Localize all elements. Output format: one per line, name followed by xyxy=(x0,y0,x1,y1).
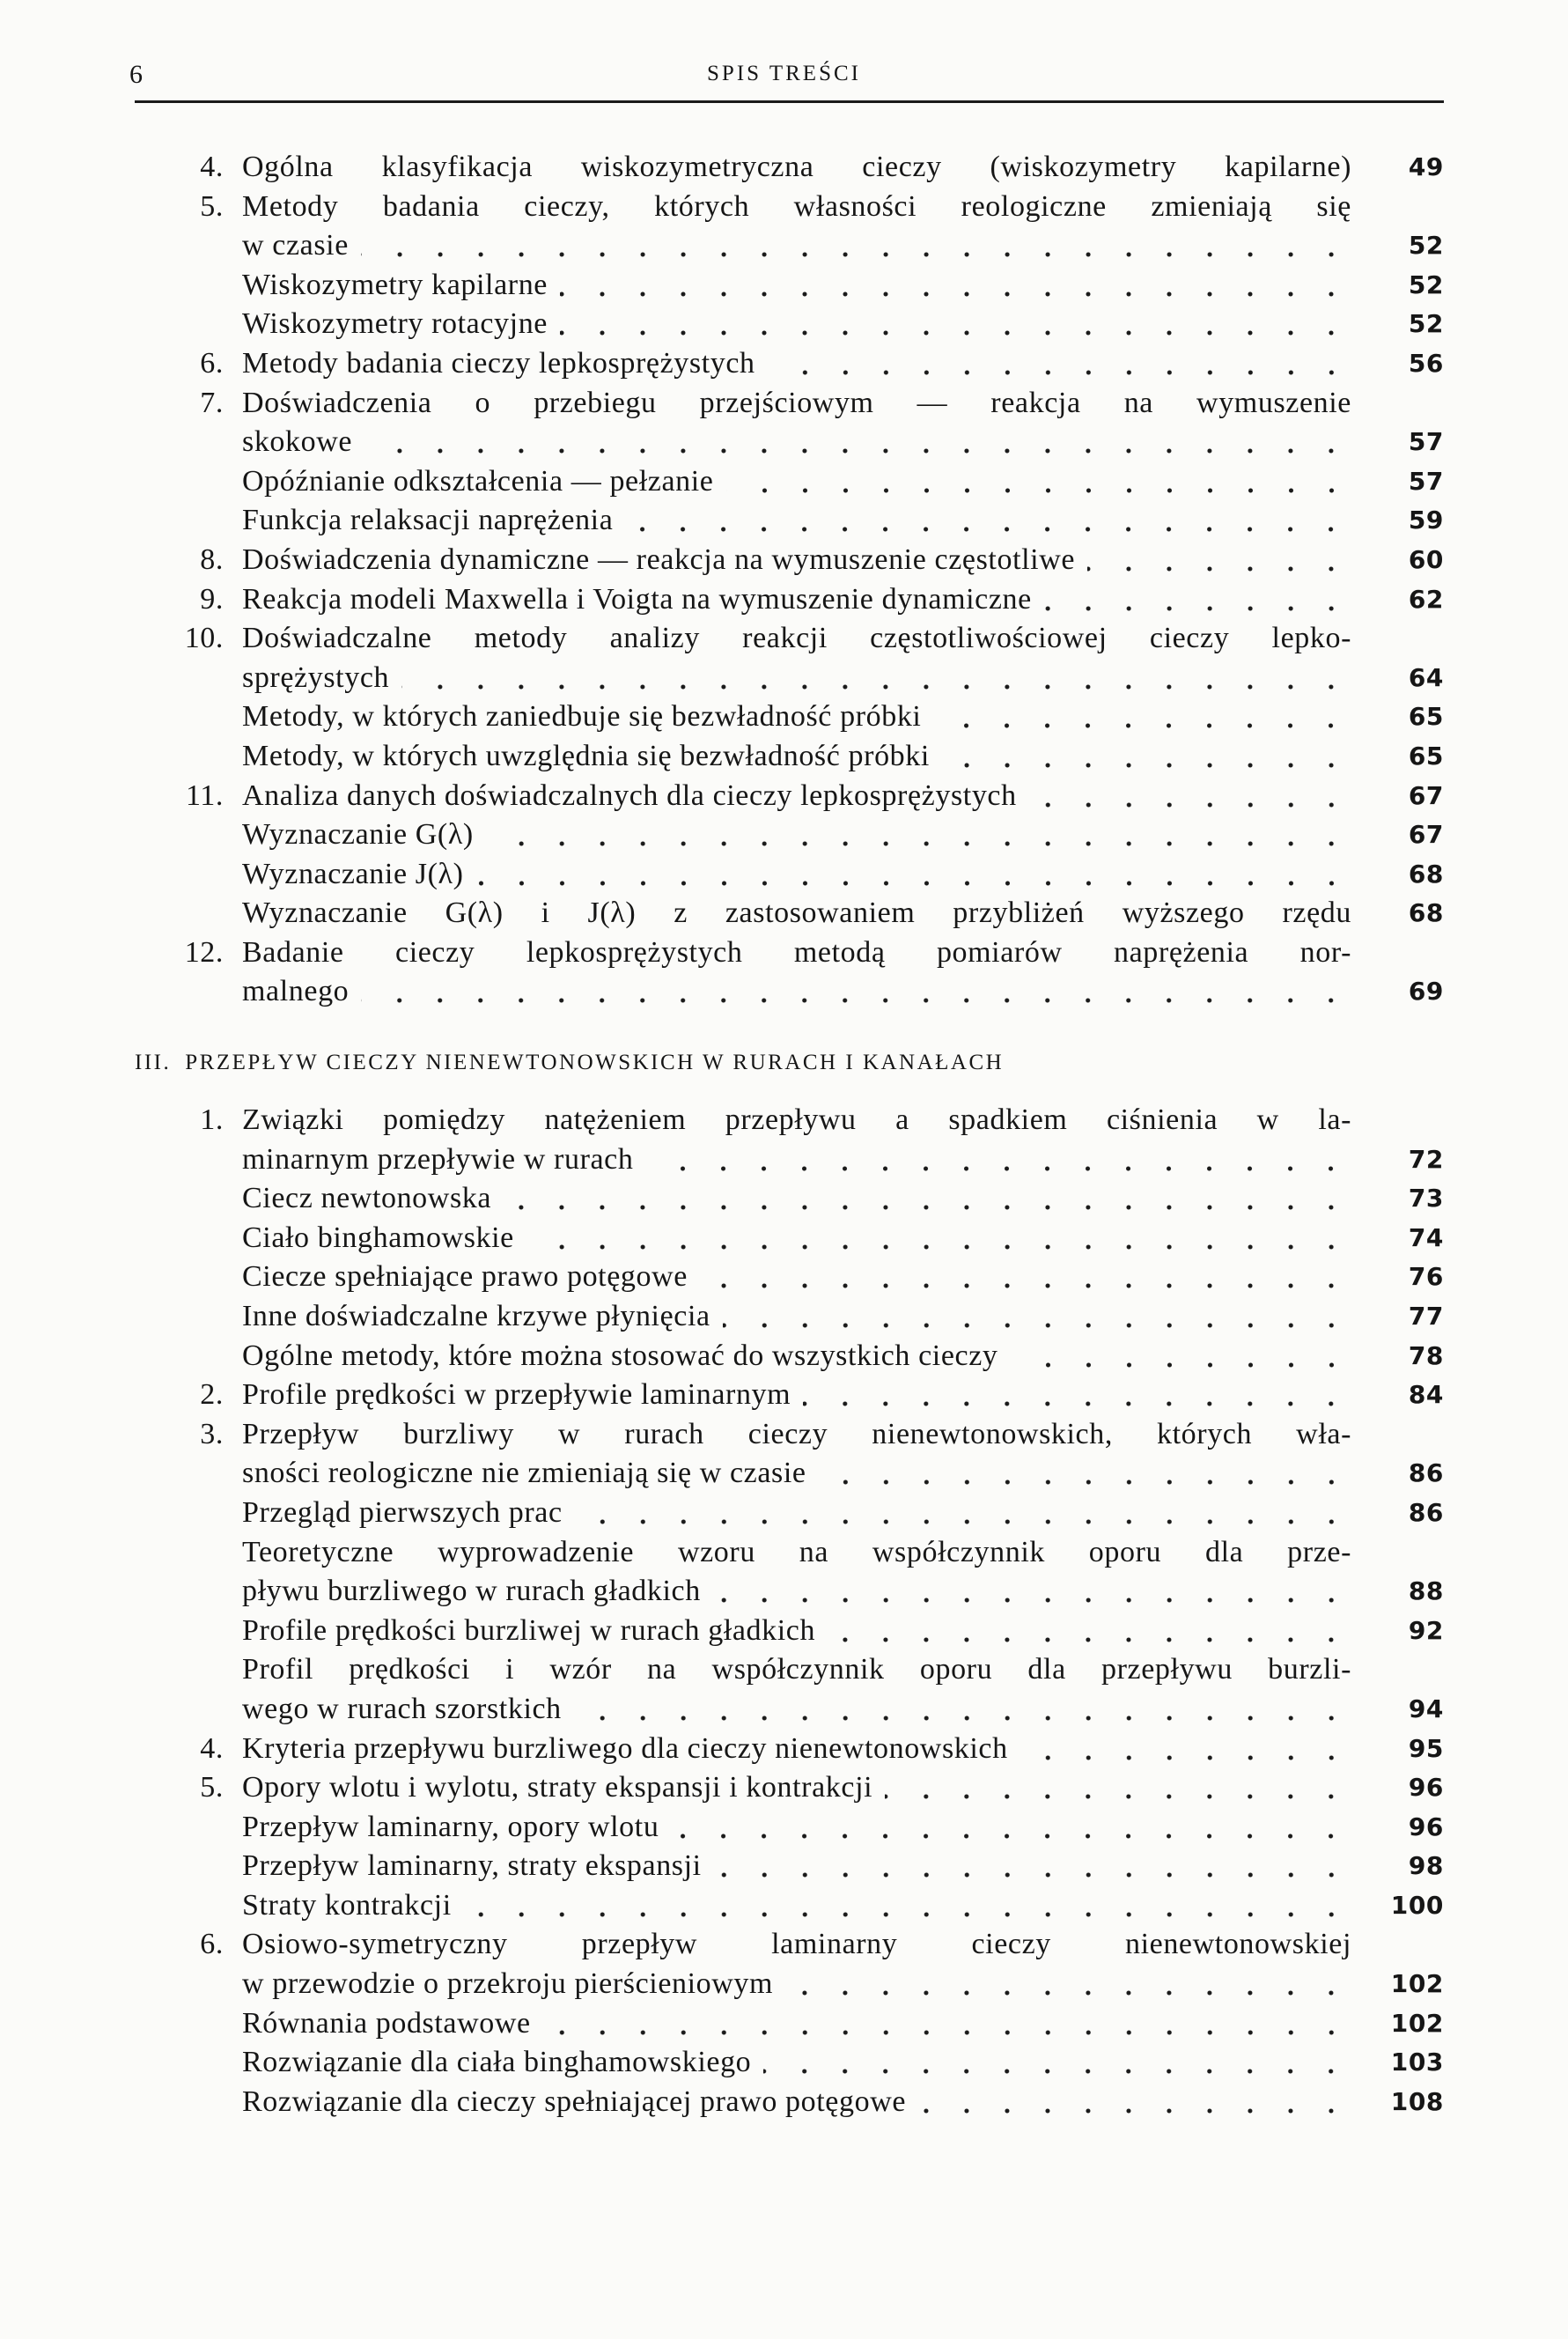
dot-leader xyxy=(543,2004,1351,2044)
entry-page-number: 102 xyxy=(1390,2008,1444,2038)
dot-leader xyxy=(785,1965,1351,2004)
toc-entry-line xyxy=(0,580,1568,620)
toc-entry-line xyxy=(0,1925,1568,1965)
toc-entry-line xyxy=(0,1258,1568,1297)
toc-entry-line xyxy=(0,226,1568,266)
toc-entry-line xyxy=(0,972,1568,1012)
dot-leader xyxy=(560,305,1351,344)
dot-leader xyxy=(560,266,1351,306)
entry-title: w czasie xyxy=(242,229,349,262)
toc-entry-line xyxy=(0,777,1568,816)
toc-entry-line xyxy=(0,1847,1568,1886)
entry-title-wrap xyxy=(242,815,1351,855)
entry-title-wrap xyxy=(242,972,1351,1012)
entry-page-number: 108 xyxy=(1390,2086,1444,2116)
entry-title-wrap xyxy=(242,148,1351,188)
entry-title: Wyznaczanie J(λ) xyxy=(242,857,464,890)
entry-number: 6. xyxy=(200,1928,224,1961)
entry-title-wrap xyxy=(242,2083,1351,2122)
entry-page-number: 67 xyxy=(1408,780,1444,810)
entry-number: 4. xyxy=(200,1731,224,1765)
toc-entry-line xyxy=(0,148,1568,188)
entry-title-wrap xyxy=(242,1376,1351,1415)
toc-entry-line xyxy=(0,659,1568,698)
entry-title-wrap xyxy=(242,1179,1351,1219)
section-title: PRZEPŁYW CIECZY NIENEWTONOWSKICH W RURACH I KANAŁACH xyxy=(185,1051,1005,1074)
entry-title-wrap xyxy=(242,266,1351,306)
entry-page-number: 62 xyxy=(1408,584,1444,614)
entry-title-wrap xyxy=(242,1297,1351,1337)
entry-title: skokowe xyxy=(242,425,353,459)
entry-page-number: 67 xyxy=(1408,820,1444,850)
entry-title: w przewodzie o przekroju pierścieniowym xyxy=(242,1967,774,2001)
toc-entry-line xyxy=(0,894,1568,933)
toc-entry-line xyxy=(0,1101,1568,1140)
entry-page-number: 64 xyxy=(1408,662,1444,692)
entry-title: pływu burzliwego w rurach gładkich xyxy=(242,1575,701,1608)
entry-title-wrap xyxy=(242,1730,1351,1769)
entry-title-wrap xyxy=(242,737,1351,777)
entry-title-wrap xyxy=(242,1533,1351,1573)
toc-entry-line xyxy=(0,384,1568,424)
dot-leader xyxy=(768,344,1351,384)
entry-title: Opory wlotu i wylotu, straty ekspansji i kontrakcji xyxy=(242,1771,873,1804)
entry-title-wrap xyxy=(242,619,1351,659)
entry-page-number: 96 xyxy=(1408,1773,1444,1803)
dot-leader xyxy=(361,226,1351,266)
entry-title: Doświadczenia o przebiegu przejściowym — reakcja na wymuszenie xyxy=(242,386,1351,419)
entry-title: Rozwiązanie dla cieczy spełniającej prawo potęgowe xyxy=(242,2084,907,2118)
toc-entry-line xyxy=(0,815,1568,855)
dot-leader xyxy=(526,1219,1351,1258)
entry-page-number: 102 xyxy=(1390,1969,1444,1999)
entry-title-wrap xyxy=(242,1886,1351,1926)
toc-entry-line xyxy=(0,501,1568,541)
entry-title: Metody badania cieczy lepkosprężystych xyxy=(242,346,755,380)
entry-page-number: 77 xyxy=(1408,1301,1444,1331)
dot-leader xyxy=(625,501,1351,541)
entry-title: Przepływ burzliwy w rurach cieczy nienewtonowskich, których wła- xyxy=(242,1417,1351,1450)
entry-page-number: 74 xyxy=(1408,1222,1444,1252)
entry-title-wrap xyxy=(242,1612,1351,1651)
entry-number: 7. xyxy=(200,386,224,419)
toc-entry-line xyxy=(0,541,1568,580)
entry-title: Przepływ laminarny, straty ekspansji xyxy=(242,1849,702,1883)
dot-leader xyxy=(942,737,1351,777)
entry-title: Związki pomiędzy natężeniem przepływu a spadkiem ciśnienia w la- xyxy=(242,1103,1351,1136)
entry-page-number: 84 xyxy=(1408,1380,1444,1410)
entry-title: sności reologiczne nie zmieniają się w czasie xyxy=(242,1457,806,1490)
entry-title-wrap xyxy=(242,580,1351,620)
dot-leader xyxy=(574,1690,1351,1730)
entry-title: Rozwiązanie dla ciała binghamowskiego xyxy=(242,2046,752,2079)
entry-title: Opóźnianie odkształcenia — pełzanie xyxy=(242,464,714,498)
dot-leader xyxy=(1029,777,1351,816)
entry-page-number: 76 xyxy=(1408,1262,1444,1292)
entry-number: 8. xyxy=(200,542,224,576)
entry-page-number: 69 xyxy=(1408,977,1444,1007)
toc-entry-line xyxy=(0,1612,1568,1651)
dot-leader xyxy=(885,1768,1351,1808)
entry-title-wrap xyxy=(242,2043,1351,2083)
entry-page-number: 88 xyxy=(1408,1576,1444,1606)
dot-leader xyxy=(713,1572,1351,1612)
entry-page-number: 92 xyxy=(1408,1615,1444,1645)
entry-title: malnego xyxy=(242,975,350,1008)
entry-title: wego w rurach szorstkich xyxy=(242,1692,562,1725)
entry-number: 10. xyxy=(184,622,224,655)
entry-title-wrap xyxy=(242,1140,1351,1180)
toc-entry-line xyxy=(0,1297,1568,1337)
dot-leader xyxy=(933,697,1351,737)
entry-title-wrap xyxy=(242,501,1351,541)
entry-title-wrap xyxy=(242,1965,1351,2004)
entry-title-wrap xyxy=(242,894,1351,933)
entry-title-wrap xyxy=(242,1101,1351,1140)
toc-entry-line xyxy=(0,1886,1568,1926)
entry-page-number: 65 xyxy=(1408,741,1444,771)
section-numeral: III. xyxy=(135,1051,172,1074)
entry-title: Wiskozymetry kapilarne xyxy=(242,268,548,301)
entry-title: Doświadczalne metody analizy reakcji częstotliwościowej cieczy lepko- xyxy=(242,622,1351,655)
entry-number: 1. xyxy=(200,1103,224,1136)
toc-entry-line xyxy=(0,1415,1568,1455)
entry-number: 3. xyxy=(200,1417,224,1450)
dot-leader xyxy=(723,1297,1351,1337)
entry-title: Metody, w których uwzględnia się bezwładność próbki xyxy=(242,739,930,772)
entry-title: Wyznaczanie G(λ) xyxy=(242,818,474,852)
entry-title-wrap xyxy=(242,697,1351,737)
toc-entry-line xyxy=(0,1690,1568,1730)
entry-page-number: 59 xyxy=(1408,505,1444,535)
entry-title-wrap xyxy=(242,462,1351,502)
entry-number: 5. xyxy=(200,189,224,223)
entry-title-wrap xyxy=(242,1572,1351,1612)
dot-leader xyxy=(828,1612,1351,1651)
entry-title: Ciało binghamowskie xyxy=(242,1221,514,1254)
entry-title: Straty kontrakcji xyxy=(242,1888,452,1922)
toc-entry-line xyxy=(0,2043,1568,2083)
entry-page-number: 96 xyxy=(1408,1811,1444,1841)
entry-title: sprężystych xyxy=(242,660,390,694)
entry-title: Osiowo-symetryczny przepływ laminarny cieczy nienewtonowskiej xyxy=(242,1928,1351,1961)
entry-title-wrap xyxy=(242,1768,1351,1808)
toc-entry-line xyxy=(0,1650,1568,1690)
dot-leader xyxy=(401,659,1351,698)
entry-title-wrap xyxy=(242,1847,1351,1886)
entry-page-number: 100 xyxy=(1390,1890,1444,1920)
entry-title: Analiza danych doświadczalnych dla cieczy lepkosprężystych xyxy=(242,778,1017,812)
entry-title-wrap xyxy=(242,344,1351,384)
entry-title-wrap xyxy=(242,1258,1351,1297)
toc-section-3-list xyxy=(0,1101,1568,2121)
entry-number: 12. xyxy=(184,935,224,969)
entry-title-wrap xyxy=(242,1415,1351,1455)
entry-title: Metody badania cieczy, których własności reologiczne zmieniają się xyxy=(242,189,1351,223)
entry-title-wrap xyxy=(242,305,1351,344)
entry-title-wrap xyxy=(242,1337,1351,1376)
dot-leader xyxy=(486,815,1351,855)
entry-title: Profil prędkości i wzór na współczynnik oporu dla przepływu burzli- xyxy=(242,1653,1351,1686)
toc-entry-line xyxy=(0,1494,1568,1533)
running-header-title: SPIS TREŚCI xyxy=(707,62,861,85)
entry-page-number: 52 xyxy=(1408,309,1444,339)
toc-entry-line xyxy=(0,933,1568,973)
entry-title-wrap xyxy=(242,1494,1351,1533)
entry-title-wrap xyxy=(242,2004,1351,2044)
dot-leader xyxy=(464,1886,1351,1926)
toc-entry-line xyxy=(0,1572,1568,1612)
entry-title-wrap xyxy=(242,188,1351,227)
toc-entry-line xyxy=(0,1179,1568,1219)
entry-title: Kryteria przepływu burzliwego dla cieczy nienewtonowskich xyxy=(242,1731,1008,1765)
entry-title: Wiskozymetry rotacyjne xyxy=(242,307,548,341)
entry-page-number: 68 xyxy=(1408,859,1444,889)
entry-number: 6. xyxy=(200,346,224,380)
section-heading-3 xyxy=(135,1051,1018,1075)
entry-title-wrap xyxy=(242,226,1351,266)
toc-entry-line xyxy=(0,2004,1568,2044)
dot-leader xyxy=(1011,1337,1352,1376)
toc-entry-line xyxy=(0,188,1568,227)
entry-title: Teoretyczne wyprowadzenie wzoru na współczynnik oporu dla prze- xyxy=(242,1535,1351,1568)
entry-number: 9. xyxy=(200,582,224,616)
entry-page-number: 56 xyxy=(1408,348,1444,378)
entry-title: Ogólna klasyfikacja wiskozymetryczna cieczy (wiskozymetry kapilarne) xyxy=(242,151,1351,183)
dot-leader xyxy=(575,1494,1351,1533)
entry-number: 11. xyxy=(185,778,224,812)
entry-title: Przegląd pierwszych prac xyxy=(242,1495,563,1529)
entry-page-number: 72 xyxy=(1408,1144,1444,1174)
entry-page-number: 49 xyxy=(1408,152,1444,181)
entry-page-number: 57 xyxy=(1408,427,1444,457)
toc-entry-line xyxy=(0,1768,1568,1808)
dot-leader xyxy=(700,1258,1351,1297)
dot-leader xyxy=(918,2083,1351,2122)
toc-entry-line xyxy=(0,305,1568,344)
entry-title: Ciecze spełniające prawo potęgowe xyxy=(242,1260,688,1294)
entry-title-wrap xyxy=(242,1808,1351,1848)
entry-title: Ogólne metody, które można stosować do wszystkich cieczy xyxy=(242,1339,998,1372)
toc-entry-line xyxy=(0,1730,1568,1769)
toc-entry-line xyxy=(0,855,1568,895)
entry-title-wrap xyxy=(242,541,1351,580)
entry-page-number: 65 xyxy=(1408,702,1444,732)
dot-leader xyxy=(763,2043,1351,2083)
entry-page-number: 60 xyxy=(1408,544,1444,574)
entry-page-number: 86 xyxy=(1408,1497,1444,1527)
entry-title-wrap xyxy=(242,1219,1351,1258)
entry-title-wrap xyxy=(242,1690,1351,1730)
dot-leader xyxy=(1087,541,1351,580)
dot-leader xyxy=(819,1454,1351,1494)
entry-number: 5. xyxy=(200,1771,224,1804)
dot-leader xyxy=(803,1376,1351,1415)
entry-title-wrap xyxy=(242,1650,1351,1690)
header-rule xyxy=(135,100,1444,103)
toc-entry-line xyxy=(0,737,1568,777)
toc-entry-line xyxy=(0,1337,1568,1376)
entry-title: Przepływ laminarny, opory wlotu xyxy=(242,1810,659,1843)
entry-title-wrap xyxy=(242,659,1351,698)
entry-page-number: 98 xyxy=(1408,1851,1444,1881)
entry-title: Wyznaczanie G(λ) i J(λ) z zastosowaniem przybliżeń wyższego rzędu xyxy=(242,896,1351,930)
dot-leader xyxy=(1020,1730,1351,1769)
dot-leader xyxy=(361,972,1351,1012)
entry-title: Doświadczenia dynamiczne — reakcja na wymuszenie częstotliwe xyxy=(242,542,1076,576)
entry-title: Badanie cieczy lepkosprężystych metodą pomiarów naprężenia nor- xyxy=(242,935,1351,969)
toc-entry-line xyxy=(0,344,1568,384)
toc-entry-line xyxy=(0,619,1568,659)
toc-entry-line xyxy=(0,1808,1568,1848)
toc-entry-line xyxy=(0,1140,1568,1180)
toc-entry-line xyxy=(0,423,1568,462)
entry-title-wrap xyxy=(242,1454,1351,1494)
dot-leader xyxy=(504,1179,1351,1219)
dot-leader xyxy=(476,855,1351,895)
entry-title: Reakcja modeli Maxwella i Voigta na wymuszenie dynamiczne xyxy=(242,582,1032,616)
entry-title: Metody, w których zaniedbuje się bezwładność próbki xyxy=(242,700,922,734)
entry-page-number: 68 xyxy=(1408,898,1444,928)
entry-page-number: 95 xyxy=(1408,1733,1444,1763)
entry-title-wrap xyxy=(242,1925,1351,1965)
entry-title: minarnym przepływie w rurach xyxy=(242,1142,634,1176)
entry-title: Inne doświadczalne krzywe płynięcia xyxy=(242,1299,710,1332)
toc-entry-line xyxy=(0,1965,1568,2004)
entry-title: Ciecz newtonowska xyxy=(242,1182,492,1215)
entry-title: Równania podstawowe xyxy=(242,2006,531,2040)
dot-leader xyxy=(714,1847,1351,1886)
entry-title-wrap xyxy=(242,423,1351,462)
entry-title: Profile prędkości w przepływie laminarnym xyxy=(242,1378,791,1412)
entry-title-wrap xyxy=(242,384,1351,424)
entry-page-number: 52 xyxy=(1408,231,1444,261)
entry-number: 4. xyxy=(200,151,224,183)
toc-entry-line xyxy=(0,2083,1568,2122)
dot-leader xyxy=(645,1140,1351,1180)
entry-page-number: 73 xyxy=(1408,1184,1444,1214)
entry-title-wrap xyxy=(242,933,1351,973)
dot-leader xyxy=(364,423,1351,462)
toc-entry-line xyxy=(0,1454,1568,1494)
toc-entry-line xyxy=(0,697,1568,737)
entry-title: Profile prędkości burzliwej w rurach gładkich xyxy=(242,1613,816,1647)
entry-page-number: 52 xyxy=(1408,269,1444,299)
entry-page-number: 86 xyxy=(1408,1458,1444,1488)
entry-title: Funkcja relaksacji naprężenia xyxy=(242,504,614,537)
toc-entry-line xyxy=(0,266,1568,306)
entry-page-number: 94 xyxy=(1408,1693,1444,1723)
toc-entry-line xyxy=(0,462,1568,502)
entry-title-wrap xyxy=(242,855,1351,895)
dot-leader xyxy=(726,462,1352,502)
toc-entry-line xyxy=(0,1376,1568,1415)
entry-page-number: 103 xyxy=(1390,2048,1444,2077)
entry-page-number: 78 xyxy=(1408,1340,1444,1370)
entry-title-wrap xyxy=(242,777,1351,816)
dot-leader xyxy=(671,1808,1351,1848)
entry-number: 2. xyxy=(200,1378,224,1412)
toc-section-2-list xyxy=(0,148,1568,1012)
entry-page-number: 57 xyxy=(1408,466,1444,496)
page-number: 6 xyxy=(129,60,143,89)
toc-entry-line xyxy=(0,1219,1568,1258)
toc-entry-line xyxy=(0,1533,1568,1573)
dot-leader xyxy=(1044,580,1351,620)
